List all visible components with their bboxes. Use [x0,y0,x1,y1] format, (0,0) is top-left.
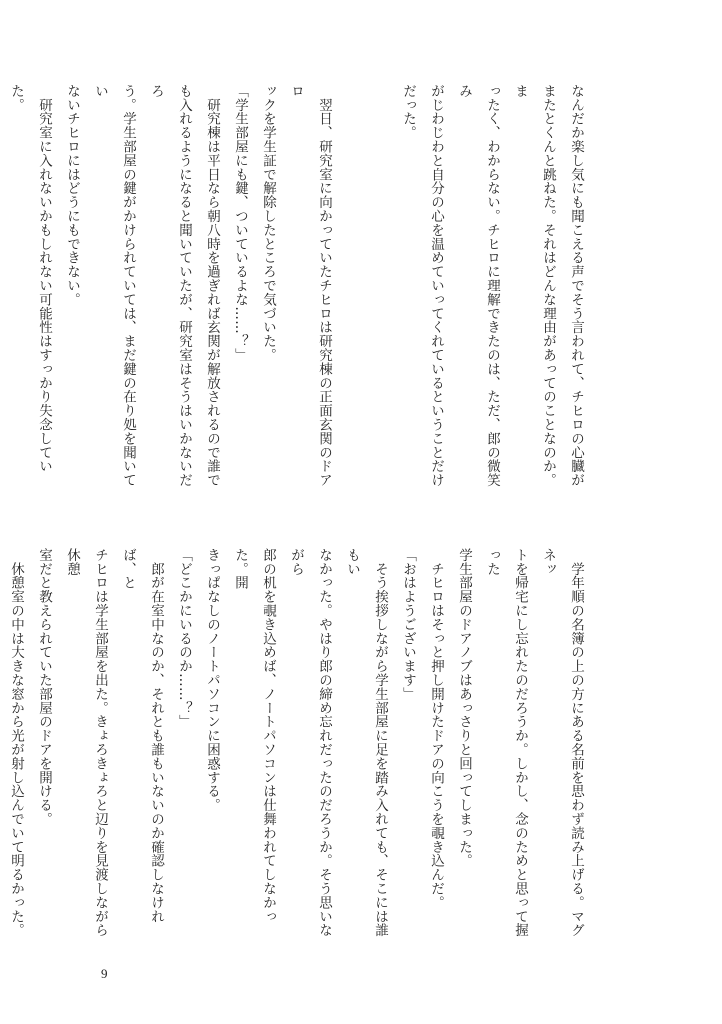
text-line: う。学生部屋の鍵がかけられていては、まだ鍵の在り処を聞いてい [92,84,136,488]
text-line: ったく、わからない。チヒロに理解できたのは、ただ、郎の微笑み [456,84,500,488]
text-line: チヒロはそっと押し開けたドアの向こうを覗き込んだ。 [428,548,444,910]
text-line: 研究室に入れないかもしれない可能性はすっかり失念していた。 [8,84,52,474]
text-line: 「おはようございます」 [400,548,416,701]
text-line: なんだか楽し気にも聞こえる声でそう言われて、チヒロの心臓が [568,84,584,488]
text-block-top [8,84,590,489]
text-line: ないチヒロにはどうにもできない。 [64,84,80,307]
text-line: なかった。やはり郎の締め忘れだったのだろうか。そう思いながら [288,548,332,938]
text-block-bottom [8,548,590,948]
text-line: またとくんと跳ねた。それはどんな理由があってのことなのか。ま [512,84,556,488]
text-line: だった。 [400,84,416,140]
text-line: 「学生部屋にも鍵、ついているよな……？」 [232,84,248,362]
text-line: も入れるようになると聞いていたが、研究室はそうはいかないだろ [148,84,192,488]
text-line: 休憩室の中は大きな窓から光が射し込んでいて明るかった。 [8,561,24,938]
blank-line [338,84,366,489]
text-line [0,84,2,489]
text-line: 「どこかにいるのか……？」 [176,548,192,729]
page-number: 9 [101,966,108,981]
text-line: ックを学生証で解除したところで気づいた。 [260,84,276,362]
text-line: チヒロは学生部屋を出た。きょろきょろと辺りを見渡しながら休憩 [64,548,108,938]
text-line: 学年順の名簿の上の方にある名前を思わず読み上げる。マグネッ [540,548,584,938]
text-line: 翌日、研究室に向かっていたチヒロは研究棟の正面玄関のドアロ [288,84,332,488]
text-line: 学生部屋のドアノブはあっさりと回ってしまった。 [456,548,472,868]
text-line: トを帰宅にし忘れたのだろうか。しかし、念のためと思って握った [484,548,528,938]
text-line: 研究棟は平日なら朝八時を過ぎれば玄関が解放されるので誰で [204,84,220,488]
text-line: 郎の机を覗き込めば、ノートパソコンは仕舞われてしなかった。開 [232,548,276,924]
text-line: 郎が在室中なのか、それとも誰もいないのか確認しなければ、と [120,548,164,924]
text-line: 室だと教えられていた部屋のドアを開ける。 [36,548,52,826]
text-line: きっぱなしのノートパソコンに困惑する。 [204,548,220,813]
blank-line [366,84,394,489]
text-line: そう挨拶しながら学生部屋に足を踏み入れても、そこには誰もい [344,548,388,938]
text-line: がじわじわと自分の心を温めていってくれているということだけ [428,84,444,488]
